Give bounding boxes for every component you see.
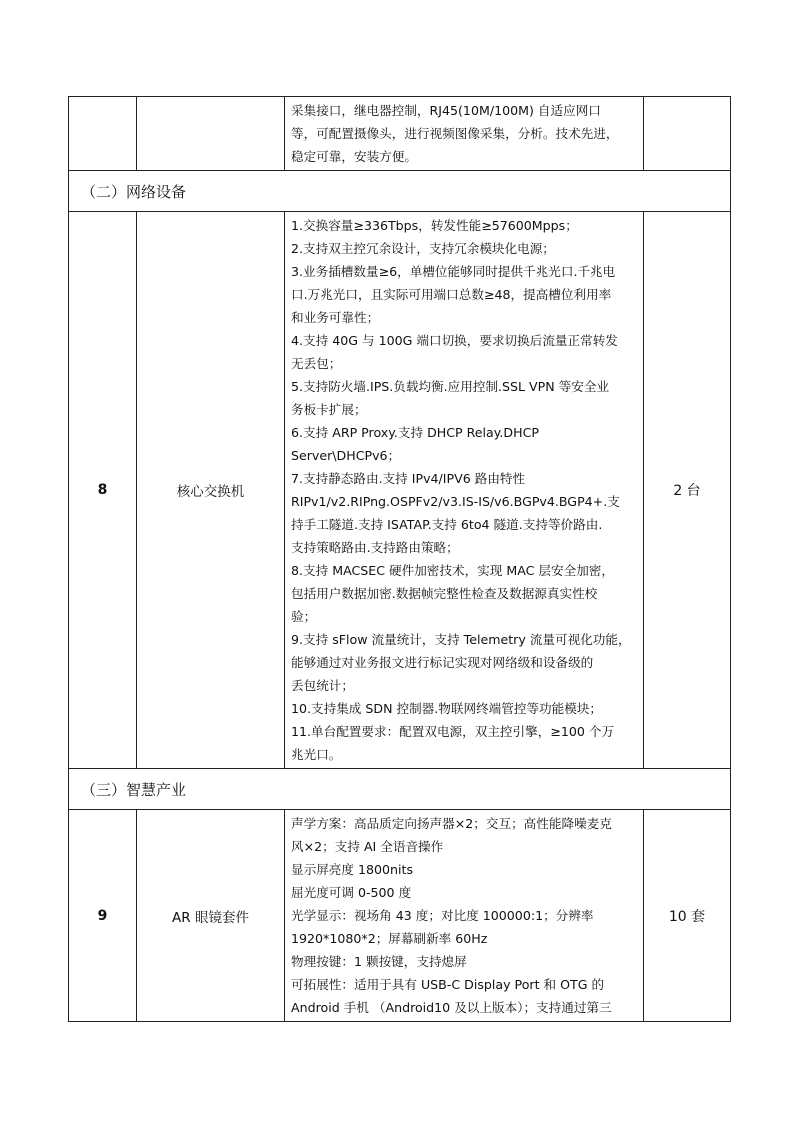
section-heading-network: （二）网络设备 — [69, 171, 731, 212]
spec-line: 显示屏亮度 1800nits — [291, 862, 414, 877]
table-row — [69, 810, 731, 1022]
item-name-cell — [137, 97, 285, 171]
item-quantity-cell — [644, 97, 731, 171]
item-spec-cell — [285, 97, 644, 171]
spec-line: 等，可配置摄像头，进行视频图像采集，分析。技术先进， — [291, 126, 619, 141]
item-spec-cell — [285, 810, 644, 1022]
item-name-cell: AR 眼镜套件 — [137, 810, 285, 1022]
spec-line: 风×2；支持 AI 全语音操作 — [291, 839, 444, 854]
table-row — [69, 212, 731, 769]
spec-line: 物理按键：1 颗按键，支持熄屏 — [291, 954, 467, 969]
spec-line: 和业务可靠性； — [291, 310, 380, 325]
spec-line: 1.交换容量≥336Tbps，转发性能≥57600Mpps； — [291, 218, 578, 233]
spec-line: 验； — [291, 609, 317, 624]
spec-line: 丢包统计； — [291, 678, 354, 693]
section-row — [69, 769, 731, 810]
section-row — [69, 171, 731, 212]
section-heading-smart-industry: （三）智慧产业 — [69, 769, 731, 810]
item-spec-cell — [285, 212, 644, 769]
spec-line: 能够通过对业务报文进行标记实现对网络级和设备级的 — [291, 655, 594, 670]
spec-line: 持手工隧道.支持 ISATAP.支持 6to4 隧道.支持等价路由. — [291, 517, 603, 532]
spec-line: 2.支持双主控冗余设计，支持冗余模块化电源； — [291, 241, 555, 256]
spec-table — [68, 96, 718, 1022]
spec-line: 口.万兆光口，且实际可用端口总数≥48，提高槽位利用率 — [291, 287, 612, 302]
spec-line: 无丢包； — [291, 356, 342, 371]
spec-line: 声学方案：高品质定向扬声器×2；交互；高性能降噪麦克 — [291, 816, 612, 831]
item-number-cell: 9 — [69, 810, 137, 1022]
spec-line: 11.单台配置要求：配置双电源，双主控引擎，≥100 个万 — [291, 724, 615, 739]
item-quantity-cell: 10 套 — [644, 810, 731, 1022]
item-number-cell — [69, 97, 137, 171]
spec-line: 光学显示：视场角 43 度；对比度 100000:1；分辨率 — [291, 908, 594, 923]
spec-line: 7.支持静态路由.支持 IPv4/IPV6 路由特性 — [291, 471, 526, 486]
table-row — [69, 97, 731, 171]
spec-line: 屈光度可调 0-500 度 — [291, 885, 412, 900]
spec-line: RIPv1/v2.RIPng.OSPFv2/v3.IS-IS/v6.BGPv4.BGP4+.支 — [291, 494, 620, 509]
spec-line: Android 手机 （Android10 及以上版本）；支持通过第三 — [291, 1000, 612, 1015]
item-name-cell: 核心交换机 — [137, 212, 285, 769]
spec-line: 5.支持防火墙.IPS.负载均衡.应用控制.SSL VPN 等安全业 — [291, 379, 610, 394]
spec-line: 4.支持 40G 与 100G 端口切换，要求切换后流量正常转发 — [291, 333, 618, 348]
spec-line: 稳定可靠，安装方便。 — [291, 149, 417, 164]
spec-line: 9.支持 sFlow 流量统计，支持 Telemetry 流量可视化功能， — [291, 632, 631, 647]
spec-line: 8.支持 MACSEC 硬件加密技术，实现 MAC 层安全加密， — [291, 563, 614, 578]
item-number-cell: 8 — [69, 212, 137, 769]
spec-line: 6.支持 ARP Proxy.支持 DHCP Relay.DHCP — [291, 425, 539, 440]
spec-line: 支持策略路由.支持路由策略； — [291, 540, 459, 555]
spec-line: Server\DHCPv6； — [291, 448, 401, 463]
spec-line: 3.业务插槽数量≥6，单槽位能够同时提供千兆光口.千兆电 — [291, 264, 616, 279]
equipment-table — [68, 96, 731, 1022]
spec-line: 包括用户数据加密.数据帧完整性检查及数据源真实性校 — [291, 586, 598, 601]
spec-line: 10.支持集成 SDN 控制器.物联网终端管控等功能模块； — [291, 701, 603, 716]
spec-line: 兆光口。 — [291, 747, 342, 762]
spec-line: 1920*1080*2；屏幕刷新率 60Hz — [291, 931, 488, 946]
item-quantity-cell: 2 台 — [644, 212, 731, 769]
spec-line: 采集接口，继电器控制，RJ45(10M/100M) 自适应网口 — [291, 103, 601, 118]
spec-line: 可拓展性：适用于具有 USB-C Display Port 和 OTG 的 — [291, 977, 605, 992]
spec-line: 务板卡扩展； — [291, 402, 367, 417]
